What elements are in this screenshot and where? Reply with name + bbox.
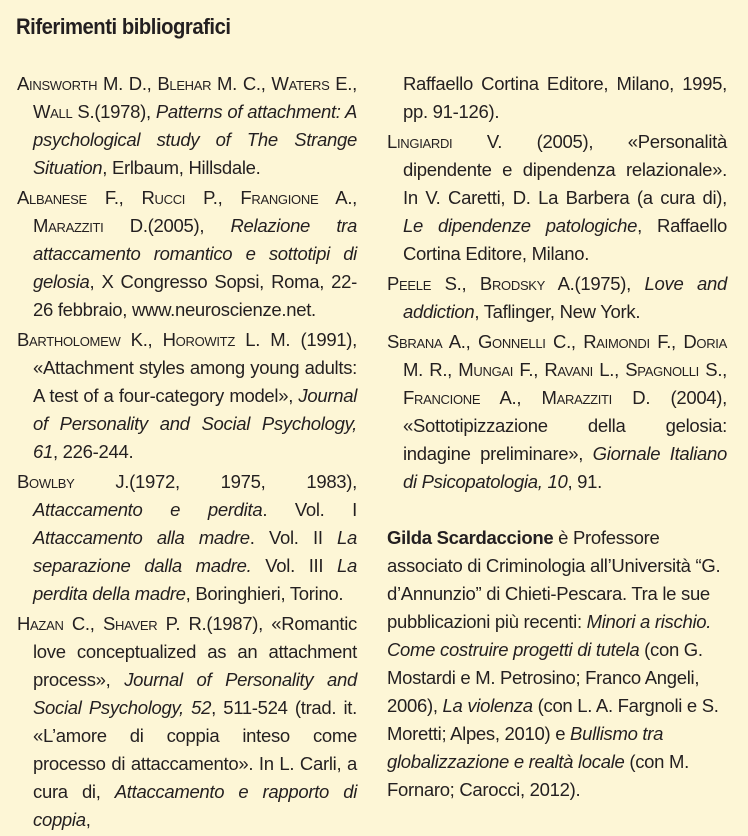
reference-article-title: «Personalità dipendente e dipendenza relazionale». In V. Caretti, D. La Barbera (a cura di), <box>403 131 727 208</box>
reference-entry <box>17 610 357 834</box>
author-bio <box>387 524 727 804</box>
reference-article-title: «Attachment styles among young adults: A test of a four-category model», <box>33 357 357 406</box>
reference-publisher: , Raffaello Cortina Editore, Milano. <box>403 215 727 264</box>
reference-text: Vol. III <box>251 555 338 576</box>
reference-text: . Vol. I <box>262 499 357 520</box>
reference-year: (1972, 1975, 1983), <box>129 471 357 492</box>
author-name: Gilda Scardaccione <box>387 527 554 548</box>
reference-title: Patterns of attachment: A psychological study of The Strange Situation <box>33 101 358 178</box>
reference-authors: Bartholomew K., Horowitz L. M. <box>17 329 291 350</box>
reference-journal: Journal of Personality and Social Psychology, 52 <box>33 669 357 718</box>
reference-title: Relazione tra attaccamento romantico e sottotipi di gelosia <box>33 215 358 292</box>
reference-publisher: , Boringhieri, Torino. <box>185 583 344 604</box>
bio-book-title: La violenza <box>442 695 533 716</box>
reference-year: (2005), <box>147 215 231 236</box>
reference-year: (2005), <box>502 131 628 152</box>
reference-entry <box>17 468 357 608</box>
reference-text: . Vol. II <box>249 527 338 548</box>
reference-entry <box>17 184 357 324</box>
reference-entry <box>17 326 357 466</box>
reference-year: (1978), <box>94 101 156 122</box>
reference-entry <box>387 128 727 268</box>
reference-text: , 511-524 (trad. it. «L’amore di coppia inteso come processo di attaccamento». In L. Carli, a cura di, <box>33 697 357 802</box>
reference-authors: Ainsworth M. D., Blehar M. C., Waters E., Wall S. <box>17 73 357 122</box>
reference-text: , <box>85 809 91 830</box>
reference-year: (2004), <box>650 387 727 408</box>
reference-journal: Journal of Personality and Social Psychology, 61 <box>33 385 357 462</box>
reference-authors: Peele S., Brodsky A. <box>387 273 575 294</box>
reference-publisher: , Erlbaum, Hillsdale. <box>102 157 261 178</box>
reference-title: Attaccamento e perdita <box>33 499 263 520</box>
reference-authors: Bowlby J. <box>17 471 130 492</box>
reference-article-title: «Romantic love conceptualized as an attachment process», <box>33 613 358 690</box>
reference-title: Le dipendenze patologiche <box>403 215 638 236</box>
reference-authors: Hazan C., Shaver P. R. <box>17 613 207 634</box>
reference-title: La separazione dalla madre. <box>33 527 357 576</box>
reference-title: Attaccamento e rapporto di coppia <box>33 781 357 830</box>
reference-title: La perdita della madre <box>33 555 357 604</box>
bio-text: (con M. Fornaro; Carocci, 2012). <box>387 751 689 800</box>
reference-title: Attaccamento alla madre <box>33 527 250 548</box>
bio-text: (con G. Mostardi e M. Petrosino; Franco Angeli, 2006), <box>387 639 703 716</box>
reference-authors: Sbrana A., Gonnelli C., Raimondi F., Doria M. R., Mungai F., Ravani L., Spagnolli S., Francione A., Marazziti D. <box>387 331 727 408</box>
right-column <box>387 70 727 823</box>
reference-year: (1991), <box>290 329 357 350</box>
reference-year: (1987), <box>206 613 272 634</box>
reference-entry <box>17 70 357 182</box>
reference-journal: Giornale Italiano di Psicopatologia, 10 <box>403 443 727 492</box>
reference-authors: Albanese F., Rucci P., Frangione A., Marazziti D. <box>17 187 357 236</box>
reference-title: Love and addiction <box>403 273 727 322</box>
reference-continuation: Raffaello Cortina Editore, Milano, 1995, pp. 91-126). <box>403 73 727 122</box>
bio-book-title: Bullismo tra globalizzazione e realtà locale <box>387 723 664 772</box>
reference-article-title: «Sottotipizzazione della gelosia: indagine preliminare», <box>403 415 727 464</box>
reference-publisher: , X Congresso Sopsi, Roma, 22-26 febbraio, www.neuroscienze.net. <box>33 271 357 320</box>
bio-text: (con L. A. Fargnoli e S. Moretti; Alpes, 2010) e <box>387 695 719 744</box>
reference-authors: Lingiardi V. <box>387 131 503 152</box>
left-column <box>17 70 357 836</box>
bio-book-title: Minori a rischio. Come costruire progetti di tutela <box>387 611 712 660</box>
reference-pages: , 226-244. <box>52 441 134 462</box>
section-heading: Riferimenti bibliografici <box>16 14 231 39</box>
reference-publisher: , Taflinger, New York. <box>474 301 641 322</box>
reference-entry <box>387 328 727 496</box>
bio-text: è Professore associato di Criminologia all’Università “G. d’Annunzio” di Chieti-Pescara. Tra le sue pubblicazioni più recenti: <box>387 527 721 632</box>
reference-pages: , 91. <box>567 471 602 492</box>
reference-entry <box>387 270 727 326</box>
reference-year: (1975), <box>574 273 645 294</box>
